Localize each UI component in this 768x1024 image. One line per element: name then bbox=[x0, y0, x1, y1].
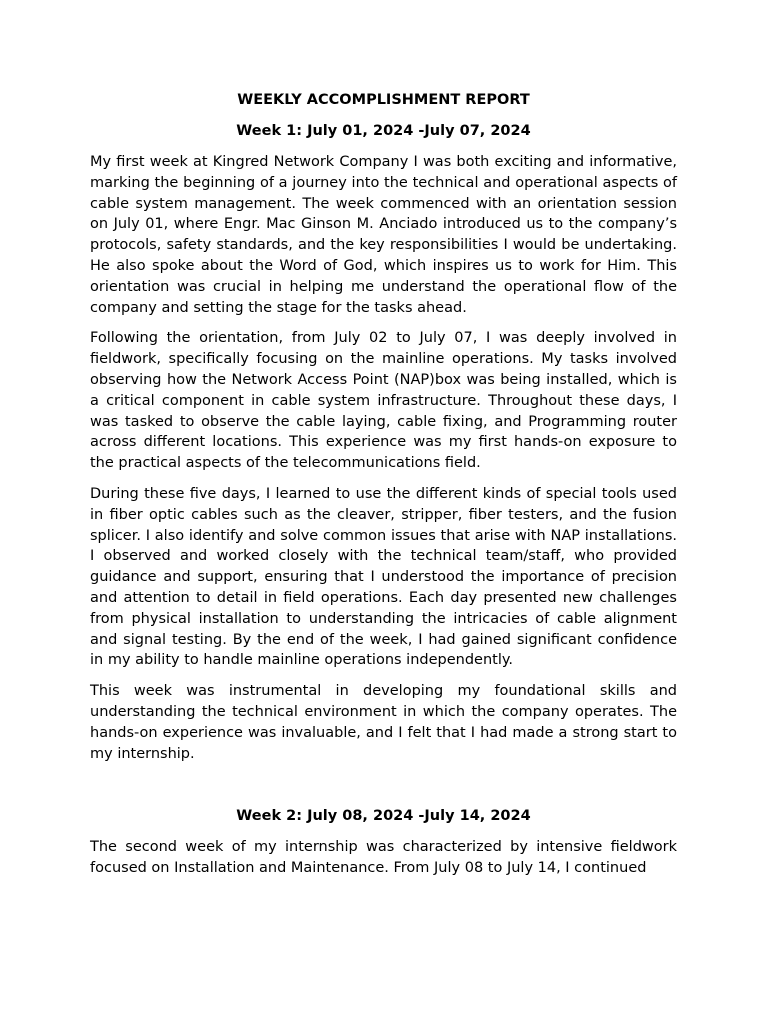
week-1-paragraph-1: My first week at Kingred Network Company I was both exciting and informative, marking the beginning of a journey into the technical and operational aspects of cable system management. The week commenced with an orientation session on July 01, where Engr. Mac Ginson M. Anciado introduced us to the company’s protocols, safety standards, and the key responsibilities I would be undertaking. He also spoke about the Word of God, which inspires us to work for Him. This orientation was crucial in helping me understand the operational flow of the company and setting the stage for the tasks ahead. bbox=[90, 154, 677, 316]
report-title: WEEKLY ACCOMPLISHMENT REPORT bbox=[237, 92, 530, 108]
week-1-paragraph-3: During these five days, I learned to use the different kinds of special tools used in fiber optic cables such as the cleaver, stripper, fiber testers, and the fusion splicer. I also identify and solve common issues that arise with NAP installations. I observed and worked closely with the technical team/staff, who provided guidance and support, ensuring that I understood the importance of precision and attention to detail in field operations. Each day presented new challenges from physical installation to understanding the intricacies of cable alignment and signal testing. By the end of the week, I had gained significant confidence in my ability to handle mainline operations independently. bbox=[90, 485, 677, 669]
week-1-paragraph-2: Following the orientation, from July 02 to July 07, I was deeply involved in fieldwork, specifically focusing on the mainline operations. My tasks involved observing how the Network Access Point (NAP)box was being installed, which is a critical component in cable system infrastructure. Throughout these days, I was tasked to observe the cable laying, cable fixing, and Programming router across different locations. This experience was my first hands-on exposure to the practical aspects of the telecommunications field. bbox=[90, 330, 677, 472]
week-2-heading: Week 2: July 08, 2024 -July 14, 2024 bbox=[236, 808, 531, 825]
document-page bbox=[90, 90, 677, 889]
week-1-paragraph-4: This week was instrumental in developing my foundational skills and understanding the technical environment in which the company operates. The hands-on experience was invaluable, and I felt that I had made a strong start to my internship. bbox=[90, 683, 677, 762]
week-2-paragraph-1: The second week of my internship was characterized by intensive fieldwork focused on Installation and Maintenance. From July 08 to July 14, I continued bbox=[90, 839, 677, 877]
week-1-heading: Week 1: July 01, 2024 -July 07, 2024 bbox=[236, 123, 531, 139]
